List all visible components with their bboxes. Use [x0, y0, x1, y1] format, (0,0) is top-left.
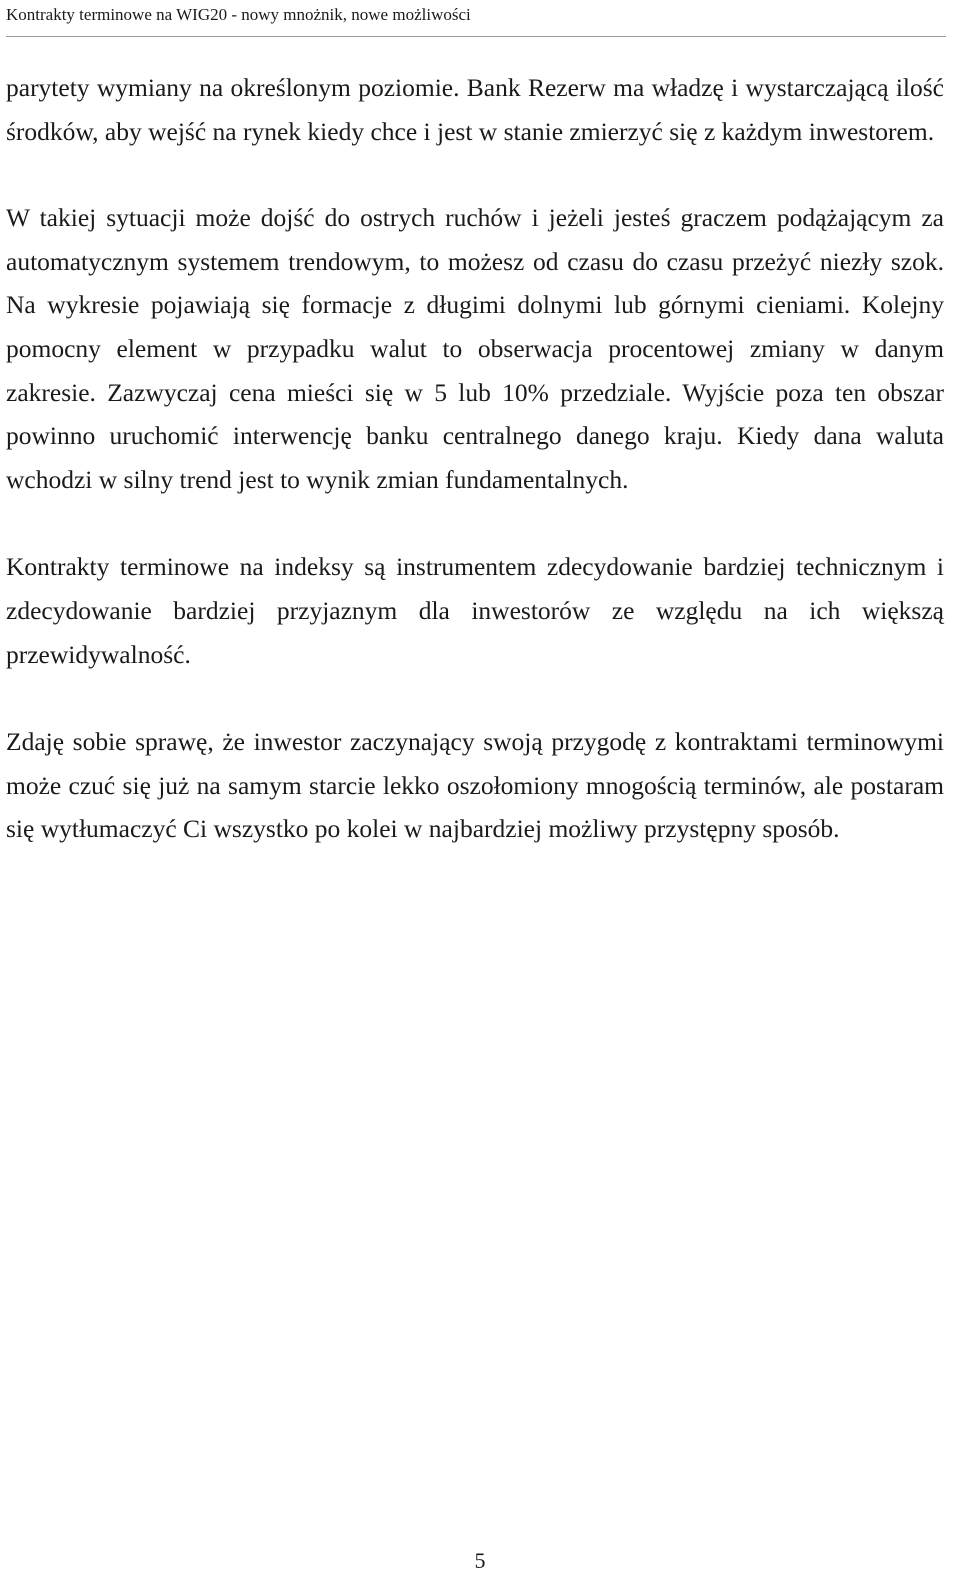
running-header: Kontrakty terminowe na WIG20 - nowy mnożnik, nowe możliwości: [6, 4, 946, 37]
document-body: [6, 66, 944, 851]
paragraph-3: Kontrakty terminowe na indeksy są instrumentem zdecydowanie bardziej technicznym i zdecydowanie bardziej przyjaznym dla inwestorów ze względu na ich większą przewidywalność.: [6, 552, 944, 669]
paragraph-1: parytety wymiany na określonym poziomie. Bank Rezerw ma władzę i wystarczającą ilość środków, aby wejść na rynek kiedy chce i jest w stanie zmierzyć się z każdym inwestorem.: [6, 73, 944, 146]
page-number: 5: [474, 1548, 486, 1573]
paragraph-2: W takiej sytuacji może dojść do ostrych ruchów i jeżeli jesteś graczem podążającym za automatycznym systemem trendowym, to możesz od czasu do czasu przeżyć niezły szok. Na wykresie pojawiają się formacje z długimi dolnymi lub górnymi cieniami. Kolejny pomocny element w przypadku walut to obserwacja procentowej zmiany w danym zakresie. Zazwyczaj cena mieści się w 5 lub 10% przedziale. Wyjście poza ten obszar powinno uruchomić interwencję banku centralnego danego kraju. Kiedy dana waluta wchodzi w silny trend jest to wynik zmian fundamentalnych.: [6, 203, 944, 494]
paragraph-4: Zdaję sobie sprawę, że inwestor zaczynający swoją przygodę z kontraktami terminowymi może czuć się już na samym starcie lekko oszołomiony mnogością terminów, ale postaram się wytłumaczyć Ci wszystko po kolei w najbardziej możliwy przystępny sposób.: [6, 727, 944, 844]
